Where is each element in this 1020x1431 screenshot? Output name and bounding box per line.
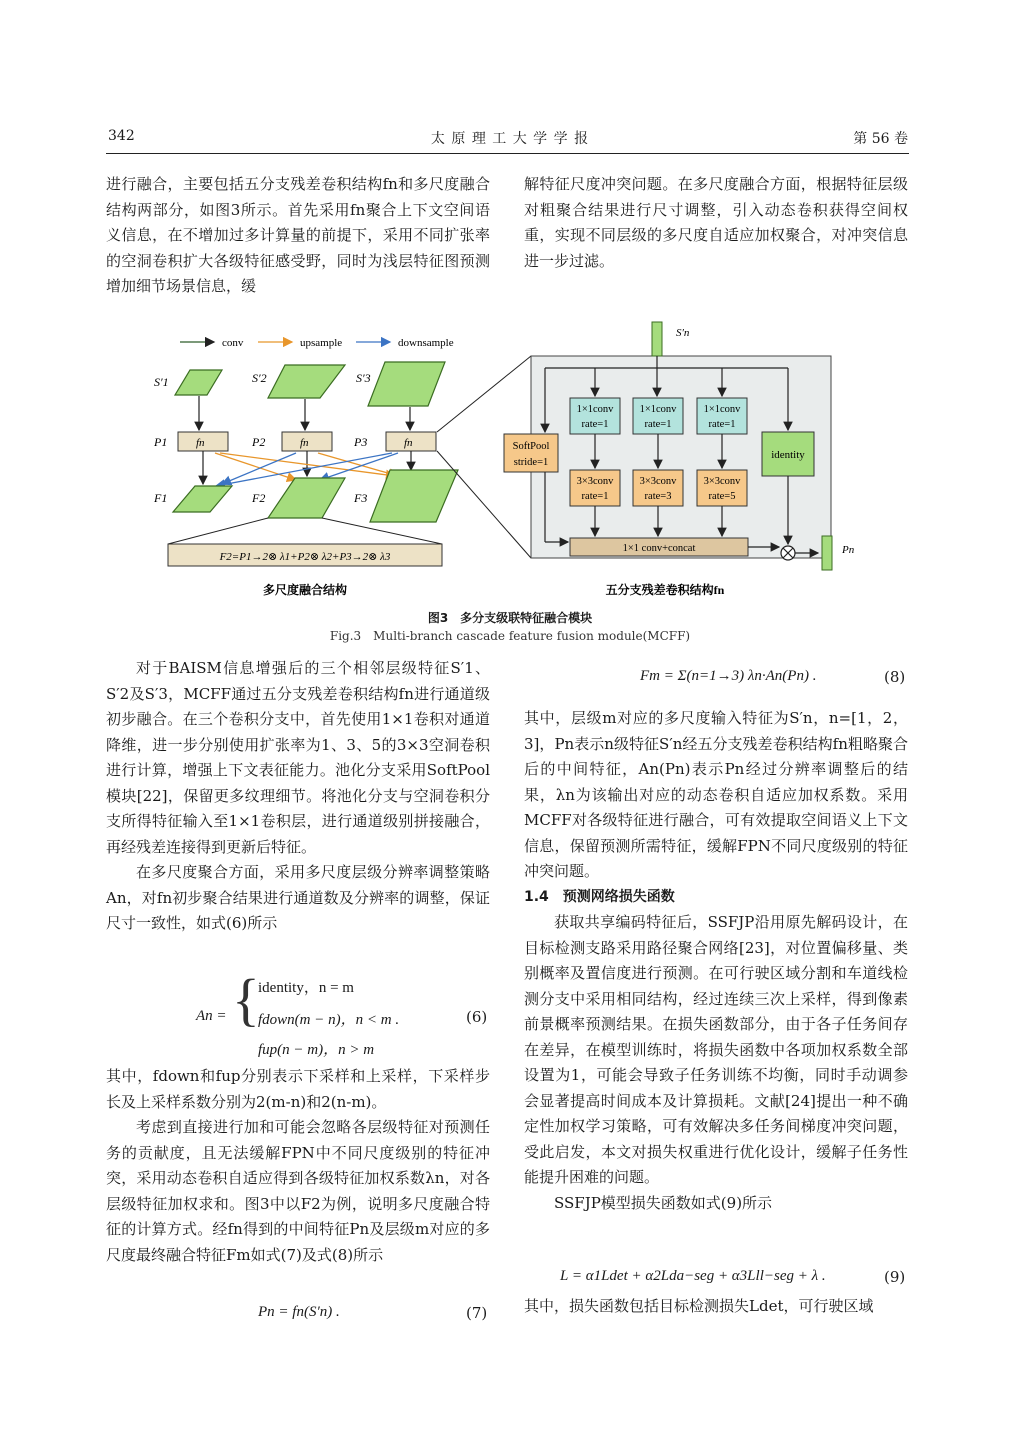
right-paragraph-1: 其中，层级m对应的多尺度输入特征为S′n，n=[1，2，3]，Pn表示n级特征S′n经五分支残差卷积结构fn粗略聚合后的中间特征，An(Pn)表示Pn经过分辨率调整后的结果，λn为该输出对应的动态卷积自适应加权系数。采用MCFF对各级特征进行融合，可有效提取空间语义上下文信息，保留预测所需特征，缓解FPN不同尺度级别的特征冲突问题。: [524, 709, 908, 880]
right-paragraph-3: SSFJP模型损失函数如式(9)所示: [554, 1193, 773, 1212]
journal-title: 太 原 理 工 大 学 学 报: [430, 131, 590, 147]
equation-7: Pn = fn(S′n) .: [258, 1304, 340, 1320]
s3-label: S′3: [356, 371, 371, 385]
p3-label: P3: [354, 435, 368, 449]
fn-label-2: fn: [300, 437, 309, 449]
figure-mcff: [0, 310, 1020, 610]
left-column-body: [106, 656, 490, 937]
section-heading: 1.4 预测网络损失函数: [524, 888, 675, 905]
s1-feature-map: [175, 370, 222, 395]
f2-feature-map: [268, 478, 345, 518]
right-paragraph-4: 其中，损失函数包括目标检测损失Ldet，可行驶区域: [524, 1297, 874, 1315]
subcaption-left: 多尺度融合结构: [262, 583, 348, 597]
legend: [180, 337, 454, 349]
pn-label: Pn: [842, 544, 855, 556]
equation-9: L = α1Ldet + α2Lda−seg + α3Lll−seg + λ .: [560, 1268, 826, 1284]
fn-label-1: fn: [196, 437, 205, 449]
figure-caption-cn: 图3 多分支级联特征融合模块: [427, 611, 593, 625]
sn-label: S′n: [676, 327, 690, 339]
f1-feature-map: [173, 486, 232, 512]
f2-label: F2: [252, 491, 266, 505]
volume-label: 第 56 卷: [853, 131, 908, 147]
conv1x1-rate-1: rate=1: [581, 419, 609, 430]
left-paragraph-2: 在多尺度聚合方面，采用多尺度层级分辨率调整策略An，对fn初步聚合结果进行通道数及分辨率的调整，保证尺寸一致性，如式(6)所示: [106, 863, 490, 932]
left-column-body-2: [106, 1064, 490, 1268]
s1-label: S′1: [154, 375, 169, 389]
f1-label: F1: [154, 491, 168, 505]
equation-7-number: (7): [466, 1304, 488, 1322]
f3-feature-map: [370, 470, 458, 522]
right-paragraph-2: 获取共享编码特征后，SSFJP沿用原先解码设计，在目标检测支路采用路径聚合网络[23]，对位置偏移量、类别概率及置信度进行预测。在可行驶区域分割和车道线检测分支中采用相同结构，经过连续三次上采样，得到像素前景概率预测结果。在损失函数部分，由于各子任务间存在差异，在模型训练时，将损失函数中各项加权系数全部设置为1，可能会导致子任务训练不均衡，同时手动调参会显著提高时间成本及计算损耗。文献[24]提出一种不确定性加权学习策略，可有效解决多任务间梯度冲突问题，受此启发，本文对损失权重进行优化设计，缓解子任务性能提升困难的问题。: [524, 913, 908, 1186]
subcaption-right: 五分支残差卷积结构fn: [605, 583, 725, 597]
equation-8-number: (8): [884, 668, 906, 686]
left-paragraph-4: 考虑到直接进行加和可能会忽略各层级特征对预测任务的贡献度，且无法缓解FPN中不同尺度级别的特征冲突，采用动态卷积自适应得到各级特征加权系数λn，对各层级特征加权求和。图3中以F2为例，说明多尺度融合特征的计算方式。经fn得到的中间特征Pn及层级m对应的多尺度最终融合特征Fm如式(7)及式(8)所示: [106, 1118, 490, 1264]
figure-caption-en: Fig.3 Multi-branch cascade feature fusion module(MCFF): [329, 629, 691, 643]
conv3x3-rate-3: rate=5: [708, 491, 736, 502]
header-rule: [106, 153, 909, 154]
left-paragraph-3: 其中，fdown和fup分别表示下采样和上采样，下采样步长及上采样系数分别为2(m-n)和2(n-m)。: [106, 1067, 490, 1111]
s2-label: S′2: [252, 371, 267, 385]
page-number: 342: [108, 128, 135, 144]
softpool-label: SoftPool: [512, 441, 550, 452]
conv3x3-rate-1: rate=1: [581, 491, 609, 502]
conv3x3-label-1: 3×3conv: [576, 476, 614, 487]
top-right-paragraph: 解特征尺度冲突问题。在多尺度融合方面，根据特征层级对粗聚合结果进行尺寸调整，引入动态卷积获得空间权重，实现不同层级的多尺度自适应加权聚合，对冲突信息进一步过滤。: [524, 175, 908, 270]
softpool-stride: stride=1: [513, 457, 549, 468]
fn-label-3: fn: [404, 437, 413, 449]
fusion-formula: F2=P1→2⊗ λ1+P2⊗ λ2+P3→2⊗ λ3: [219, 551, 391, 563]
s3-feature-map: [368, 362, 445, 406]
left-paragraph-1: 对于BAISM信息增强后的三个相邻层级特征S′1、S′2及S′3，MCFF通过五分支残差卷积结构fn进行通道级初步融合。在三个卷积分支中，首先使用1×1卷积对通道降维，进一步分别使用扩张率为1、3、5的3×3空洞卷积进行计算，增强上下文表征能力。池化分支采用SoftPool模块[22]，保留更多纹理细节。将池化分支与空洞卷积分支所得特征输入至1×1卷积层，进行通道级别拼接融合，再经残差连接得到更新后特征。: [106, 659, 490, 856]
legend-conv: conv: [222, 337, 244, 349]
pn-output-map: [822, 536, 832, 570]
conv1x1-rate-2: rate=1: [644, 419, 672, 430]
legend-downsample: downsample: [398, 337, 454, 349]
conv3x3-label-2: 3×3conv: [639, 476, 677, 487]
conv1x1-rate-3: rate=1: [708, 419, 736, 430]
equation-8: Fm = Σ(n=1→3) λn·An(Pn) .: [640, 668, 817, 684]
right-column-tail: [524, 1294, 908, 1320]
sn-input-map: [652, 322, 662, 356]
conv3x3-rate-2: rate=3: [644, 491, 672, 502]
s2-feature-map: [268, 365, 345, 398]
equation-9-number: (9): [884, 1268, 906, 1286]
conv1x1-label-2: 1×1conv: [639, 404, 677, 415]
f3-label: F3: [354, 491, 368, 505]
identity-label: identity: [771, 449, 805, 461]
conv1x1-label-3: 1×1conv: [703, 404, 741, 415]
conv1x1-label-1: 1×1conv: [576, 404, 614, 415]
right-column-body: [524, 706, 908, 1216]
p1-label: P1: [154, 435, 168, 449]
top-left-paragraph: 进行融合，主要包括五分支残差卷积结构fn和多尺度融合结构两部分，如图3所示。首先采用fn聚合上下文空间语义信息，在不增加过多计算量的前提下，采用不同扩张率的空洞卷积扩大各级特征感受野，同时为浅层特征图预测增加细节场景信息，缓: [106, 175, 490, 295]
concat-label: 1×1 conv+concat: [622, 543, 696, 554]
p2-label: P2: [252, 435, 266, 449]
conv3x3-label-3: 3×3conv: [703, 476, 741, 487]
legend-upsample: upsample: [300, 337, 343, 349]
